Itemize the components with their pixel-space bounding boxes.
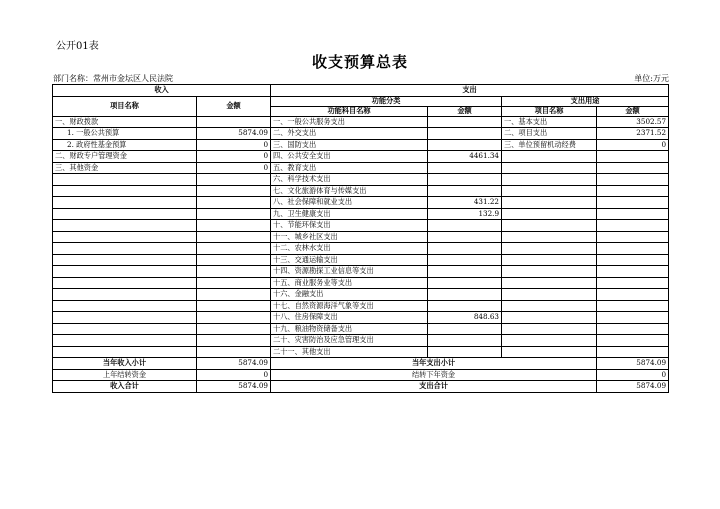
use-amount [597,346,669,358]
income-item-name [53,208,197,220]
use-item-name [502,243,597,255]
income-amount: 5874.09 [197,128,271,140]
table-row [53,151,669,163]
expense-use-header: 支出用途 [502,96,669,106]
use-item-name [502,254,597,266]
income-item-name [53,289,197,301]
use-item-name [502,277,597,289]
function-subject-name: 九、卫生健康支出 [271,208,428,220]
use-item-name [502,300,597,312]
function-subject-name: 二十、灾害防治及应急管理支出 [271,335,428,347]
income-item-name: 一、财政拨款 [53,116,197,128]
function-amount [428,139,502,151]
function-amount: 848.63 [428,312,502,324]
use-item-name: 三、单位预留机动经费 [502,139,597,151]
function-amount [428,185,502,197]
income-amount [197,254,271,266]
function-subject-name: 二十一、其他支出 [271,346,428,358]
use-amount [597,185,669,197]
use-item-name: 二、项目支出 [502,128,597,140]
use-item-name [502,185,597,197]
function-subject-name: 十五、商业服务业等支出 [271,277,428,289]
use-item-name [502,289,597,301]
use-amount [597,289,669,301]
table-row [53,116,669,128]
use-amount [597,335,669,347]
function-amount: 431.22 [428,197,502,209]
income-item-name [53,312,197,324]
function-subject-name: 十一、城乡社区支出 [271,231,428,243]
use-amount: 2371.52 [597,128,669,140]
income-total-amount: 0 [197,369,271,381]
use-item-header: 项目名称 [502,106,597,116]
use-item-name [502,231,597,243]
income-total-label: 收入合计 [53,381,197,393]
use-amount [597,151,669,163]
table-row [53,243,669,255]
income-item-name [53,243,197,255]
income-amount [197,346,271,358]
function-amount [428,128,502,140]
income-item-name [53,266,197,278]
income-item-name [53,185,197,197]
use-amount-header: 金额 [597,106,669,116]
table-row [53,162,669,174]
income-amount [197,312,271,324]
income-amount [197,174,271,186]
income-item-name [53,300,197,312]
table-row [53,174,669,186]
income-item-name [53,220,197,232]
table-row [53,335,669,347]
function-subject-name: 三、国防支出 [271,139,428,151]
table-row [53,346,669,358]
income-amount [197,266,271,278]
use-amount [597,162,669,174]
function-amount [428,266,502,278]
income-amount [197,197,271,209]
use-item-name [502,220,597,232]
department-name: 部门名称：常州市金坛区人民法院 [53,74,173,83]
table-row [53,300,669,312]
function-subject-name: 十七、自然资源海洋气象等支出 [271,300,428,312]
income-item-name [53,174,197,186]
function-amount: 132.9 [428,208,502,220]
table-row [53,312,669,324]
use-item-name [502,162,597,174]
income-item-name [53,277,197,289]
function-amount [428,323,502,335]
function-amount [428,346,502,358]
expense-header: 支出 [271,85,669,97]
use-item-name [502,197,597,209]
function-amount [428,277,502,289]
income-total-amount: 5874.09 [197,381,271,393]
income-item-name [53,197,197,209]
function-subject-name: 十四、资源勘探工业信息等支出 [271,266,428,278]
function-amount [428,254,502,266]
table-row [53,185,669,197]
function-amount [428,335,502,347]
income-item-name [53,254,197,266]
income-amount [197,185,271,197]
function-amount [428,220,502,232]
function-subject-header: 功能科目名称 [271,106,428,116]
function-subject-name: 二、外交支出 [271,128,428,140]
income-amount [197,323,271,335]
income-item-name: 二、财政专户管理资金 [53,151,197,163]
use-item-name [502,346,597,358]
income-amount [197,300,271,312]
use-item-name [502,151,597,163]
use-item-name [502,335,597,347]
use-amount [597,243,669,255]
use-amount [597,208,669,220]
income-amount [197,335,271,347]
income-amount: 0 [197,139,271,151]
total-row [53,358,669,370]
table-row [53,289,669,301]
use-item-name [502,266,597,278]
table-row [53,128,669,140]
function-subject-name: 十二、农林水支出 [271,243,428,255]
income-item-name: 三、其他资金 [53,162,197,174]
income-amount [197,208,271,220]
expense-total-label: 当年支出小计 [271,358,597,370]
use-item-name: 一、基本支出 [502,116,597,128]
income-item-name [53,335,197,347]
income-item-name: 1. 一般公共预算 [53,128,197,140]
use-amount [597,220,669,232]
use-amount [597,266,669,278]
function-amount [428,116,502,128]
use-amount [597,312,669,324]
table-row [53,220,669,232]
income-amount-header: 金额 [197,96,271,116]
function-subject-name: 六、科学技术支出 [271,174,428,186]
table-row [53,197,669,209]
income-amount [197,277,271,289]
income-header: 收入 [53,85,271,97]
income-amount [197,289,271,301]
income-amount: 0 [197,151,271,163]
function-subject-name: 十九、粮油物资储备支出 [271,323,428,335]
budget-table [52,84,669,393]
use-amount [597,277,669,289]
function-subject-name: 十、节能环保支出 [271,220,428,232]
table-row [53,231,669,243]
function-amount: 4461.34 [428,151,502,163]
use-amount [597,300,669,312]
page-title: 收支预算总表 [311,53,408,71]
income-amount: 0 [197,162,271,174]
use-amount [597,174,669,186]
function-amount [428,300,502,312]
function-amount [428,231,502,243]
use-amount [597,254,669,266]
function-amount [428,162,502,174]
use-item-name [502,208,597,220]
function-subject-name: 四、公共安全支出 [271,151,428,163]
use-item-name [502,323,597,335]
table-row [53,254,669,266]
function-amount-header: 金额 [428,106,502,116]
income-item-name [53,231,197,243]
function-subject-name: 七、文化旅游体育与传媒支出 [271,185,428,197]
function-amount [428,289,502,301]
income-total-label: 上年结转资金 [53,369,197,381]
income-item-name [53,346,197,358]
function-amount [428,174,502,186]
total-row [53,369,669,381]
income-item-name: 2. 政府性基金预算 [53,139,197,151]
expense-total-amount: 5874.09 [597,381,669,393]
function-subject-name: 十三、交通运输支出 [271,254,428,266]
function-subject-name: 五、教育支出 [271,162,428,174]
table-row [53,139,669,151]
use-amount: 3502.57 [597,116,669,128]
expense-total-amount: 5874.09 [597,358,669,370]
income-amount [197,220,271,232]
income-item-name-header: 项目名称 [53,96,197,116]
function-amount [428,243,502,255]
use-item-name [502,174,597,186]
expense-total-label: 支出合计 [271,381,597,393]
function-subject-name: 十六、金融支出 [271,289,428,301]
unit-label: 单位:万元 [634,74,669,83]
table-row [53,277,669,289]
form-code: 公开01表 [56,41,99,52]
function-subject-name: 十八、住房保障支出 [271,312,428,324]
income-amount [197,116,271,128]
table-row [53,266,669,278]
table-row [53,323,669,335]
income-amount [197,231,271,243]
function-subject-name: 八、社会保障和就业支出 [271,197,428,209]
expense-total-amount: 0 [597,369,669,381]
use-item-name [502,312,597,324]
use-amount [597,231,669,243]
income-amount [197,243,271,255]
expense-total-label: 结转下年资金 [271,369,597,381]
use-amount: 0 [597,139,669,151]
table-row [53,208,669,220]
income-item-name [53,323,197,335]
total-row [53,381,669,393]
function-subject-name: 一、一般公共服务支出 [271,116,428,128]
income-total-amount: 5874.09 [197,358,271,370]
function-class-header: 功能分类 [271,96,502,106]
use-amount [597,197,669,209]
use-amount [597,323,669,335]
income-total-label: 当年收入小计 [53,358,197,370]
